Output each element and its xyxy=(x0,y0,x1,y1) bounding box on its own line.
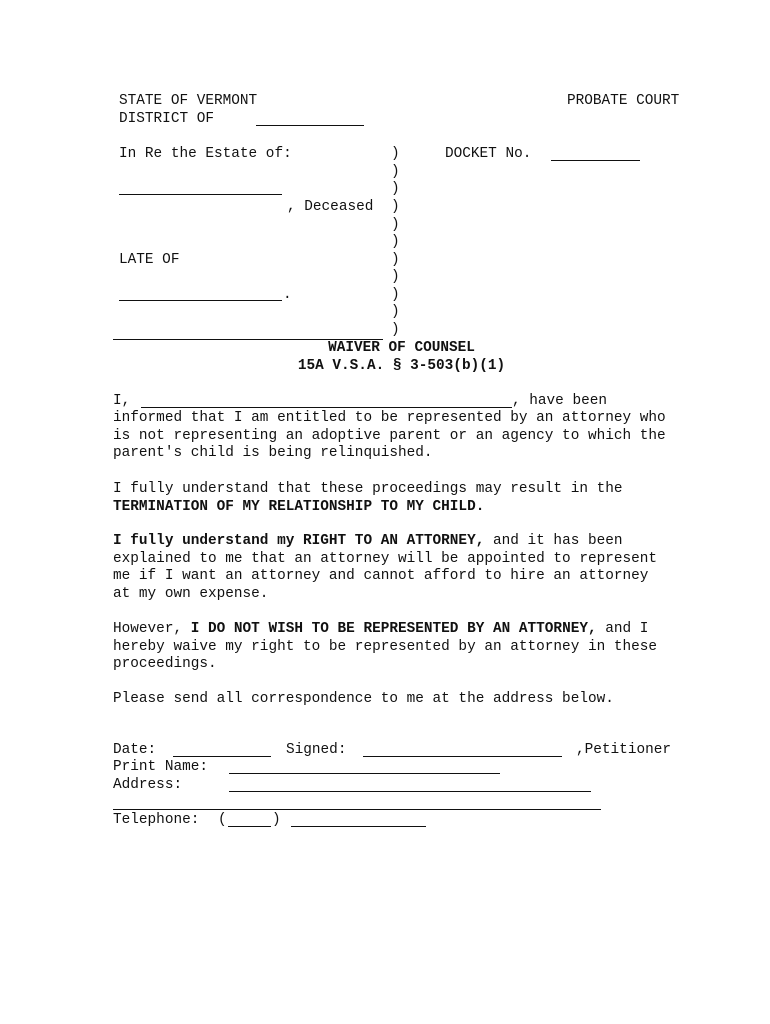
area-code-line[interactable] xyxy=(228,826,271,827)
p3-rest: and it has been explained to me that an attorney will be appointed to represent me if I want an attorney and cannot afford to hire an attorney at my own expense. xyxy=(113,533,658,602)
print-name-label: Print Name: xyxy=(113,759,208,775)
p2-bold: TERMINATION OF MY RELATIONSHIP TO MY CHILD. xyxy=(113,498,485,515)
p4-rest: and I hereby waive my right to be represented by an attorney in these proceedings. xyxy=(113,621,658,672)
address-line-2[interactable] xyxy=(113,809,601,810)
paragraph-understand xyxy=(113,481,673,516)
docket-label: DOCKET No. xyxy=(445,146,532,162)
p1-start: I, xyxy=(113,393,131,409)
caption-paren: ) xyxy=(391,269,400,285)
district-blank-line[interactable] xyxy=(256,125,364,126)
tel-close-paren: ) xyxy=(272,812,281,828)
signature-line[interactable] xyxy=(363,756,562,757)
deceased-label: , Deceased xyxy=(287,199,374,215)
declarant-name-line[interactable] xyxy=(141,407,512,408)
signed-label: Signed: xyxy=(286,742,347,758)
docket-number-line[interactable] xyxy=(551,160,640,161)
date-label: Date: xyxy=(113,742,157,758)
print-name-line[interactable] xyxy=(229,773,500,774)
p3-bold: I fully understand my RIGHT TO AN ATTORNEY, xyxy=(113,533,485,549)
paragraph-waiver xyxy=(113,621,673,674)
caption-paren: ) xyxy=(391,217,400,233)
state-label: STATE OF VERMONT xyxy=(119,93,258,109)
caption-paren: ) xyxy=(391,146,400,162)
address-label: Address: xyxy=(113,777,183,793)
tel-open-paren: ( xyxy=(218,812,227,828)
telephone-number-line[interactable] xyxy=(291,826,426,827)
caption-paren: ) xyxy=(391,304,400,320)
in-re-label: In Re the Estate of: xyxy=(119,146,292,162)
caption-paren: ) xyxy=(391,322,400,338)
late-of-line[interactable] xyxy=(119,300,282,301)
paragraph-right-to-attorney xyxy=(113,533,673,603)
caption-paren: ) xyxy=(391,199,400,215)
caption-paren: ) xyxy=(391,164,400,180)
caption-paren: ) xyxy=(391,252,400,268)
address-line-1[interactable] xyxy=(229,791,591,792)
document-title: WAIVER OF COUNSEL xyxy=(328,340,475,356)
late-of-label: LATE OF xyxy=(119,252,180,268)
p4-start: However, xyxy=(113,621,191,637)
paragraph-correspondence: Please send all correspondence to me at the address below. xyxy=(113,691,614,707)
paragraph-informed: informed that I am entitled to be represented by an attorney who is not representing an adoptive parent or an agency to which the parent's child is being relinquished. xyxy=(113,410,666,461)
telephone-label: Telephone: xyxy=(113,812,200,828)
caption-paren: ) xyxy=(391,234,400,250)
decedent-name-line[interactable] xyxy=(119,194,282,195)
court-label: PROBATE COURT xyxy=(567,93,680,109)
statute-reference: 15A V.S.A. § 3-503(b)(1) xyxy=(297,358,506,374)
p4-bold: I DO NOT WISH TO BE REPRESENTED BY AN ATTORNEY, xyxy=(190,621,597,637)
caption-paren: ) xyxy=(391,287,400,303)
petitioner-label: ,Petitioner xyxy=(576,742,671,758)
p2-text: I fully understand that these proceedings may result in the xyxy=(113,481,623,497)
date-line[interactable] xyxy=(173,756,271,757)
district-label: DISTRICT OF xyxy=(119,111,214,127)
late-of-period: . xyxy=(283,287,292,303)
caption-paren: ) xyxy=(391,181,400,197)
p1-end: , have been xyxy=(512,393,607,409)
